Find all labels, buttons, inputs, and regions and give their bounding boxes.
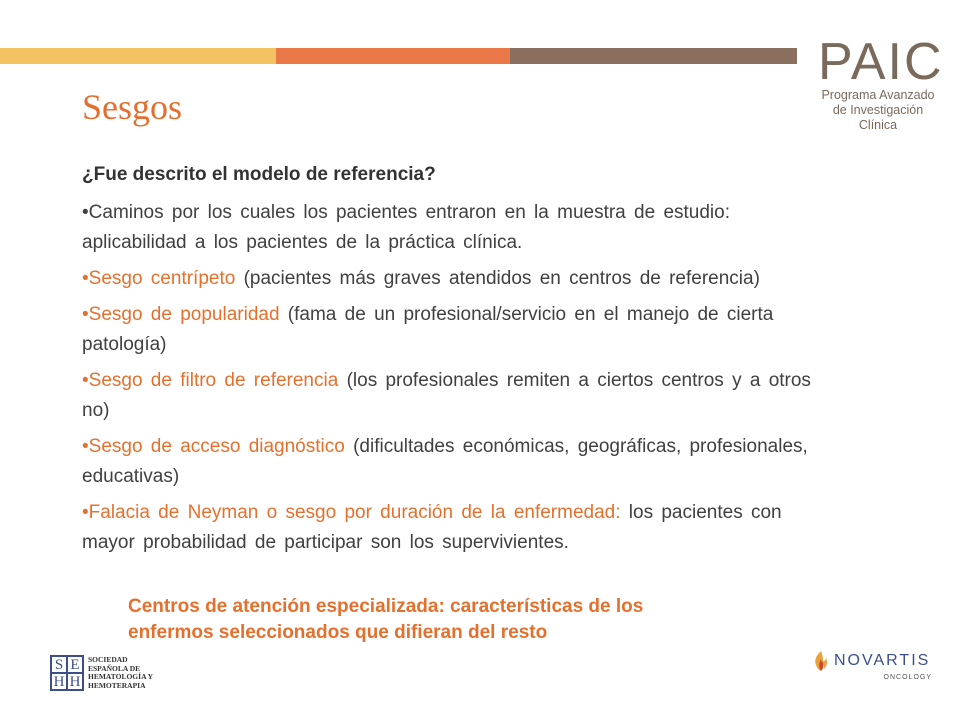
novartis-wordmark: NOVARTIS: [834, 652, 931, 669]
top-bar-orange-segment: [276, 48, 510, 64]
bullet-text: •Caminos por los cuales los pacientes entraron en la muestra de estudio: aplicabilidad a los pacientes de la práctica clínica.: [82, 202, 730, 253]
bullet-item: [82, 300, 842, 360]
paic-logo-mark: PAIC: [818, 33, 944, 91]
sehh-letter: E: [67, 656, 83, 673]
sehh-logo: [50, 655, 153, 691]
top-bar-yellow-segment: [0, 48, 276, 64]
bullet-term: •Sesgo de filtro de referencia: [82, 370, 339, 391]
sehh-line-3: HEMATOLOGÍA Y: [88, 672, 154, 681]
slide-title: Sesgos: [82, 87, 183, 127]
sehh-letter: S: [51, 656, 67, 673]
bullet-term: •Sesgo de popularidad: [82, 304, 280, 325]
top-bar-brown-segment: [510, 48, 797, 64]
sehh-letter: H: [51, 673, 67, 690]
sehh-line-2: ESPAÑOLA DE: [88, 663, 141, 673]
bullet-item: [82, 198, 842, 258]
bullet-item: [82, 366, 842, 426]
bullet-term: •Falacia de Neyman o sesgo por duración de la enfermedad:: [82, 502, 621, 523]
bullet-description: (fama de un profesional/servicio en el manejo de cierta patología): [82, 304, 774, 355]
bullet-description: (pacientes más graves atendidos en centros de referencia): [235, 268, 760, 289]
bullet-term: •Sesgo centrípeto: [82, 268, 236, 289]
bullet-item: [82, 498, 842, 558]
callout-line-1: Centros de atención especializada: características de los: [128, 596, 644, 617]
paic-logo: [818, 33, 944, 133]
sehh-logo-mark: [50, 655, 84, 691]
bullet-term: •Sesgo de acceso diagnóstico: [82, 436, 345, 457]
bullet-description: (los profesionales remiten a ciertos centros y a otros no): [82, 370, 811, 421]
flame-icon: [812, 650, 830, 672]
bullet-description: los pacientes con mayor probabilidad de participar son los supervivientes.: [82, 502, 782, 553]
sehh-line-4: HEMOTERAPIA: [88, 680, 146, 690]
paic-logo-line-1: Programa Avanzado: [821, 88, 935, 102]
bullet-description: (dificultades económicas, geográficas, profesionales, educativas): [82, 436, 808, 487]
slide-content: [82, 160, 842, 564]
paic-logo-line-3: Clínica: [858, 118, 898, 132]
sehh-line-1: SOCIEDAD: [88, 655, 128, 664]
novartis-logo: [812, 650, 932, 681]
sehh-letter: H: [67, 673, 83, 690]
question-heading: ¿Fue descrito el modelo de referencia?: [82, 164, 436, 185]
bullet-item: [82, 432, 842, 492]
bullet-item: [82, 264, 842, 294]
callout-line-2: enfermos seleccionados que difieran del resto: [128, 622, 548, 643]
novartis-subtitle: ONCOLOGY: [883, 674, 932, 681]
sehh-logo-text: [88, 656, 153, 690]
top-color-bar: [0, 48, 797, 64]
callout-text: [128, 594, 828, 646]
paic-logo-line-2: de Investigación: [832, 103, 924, 117]
